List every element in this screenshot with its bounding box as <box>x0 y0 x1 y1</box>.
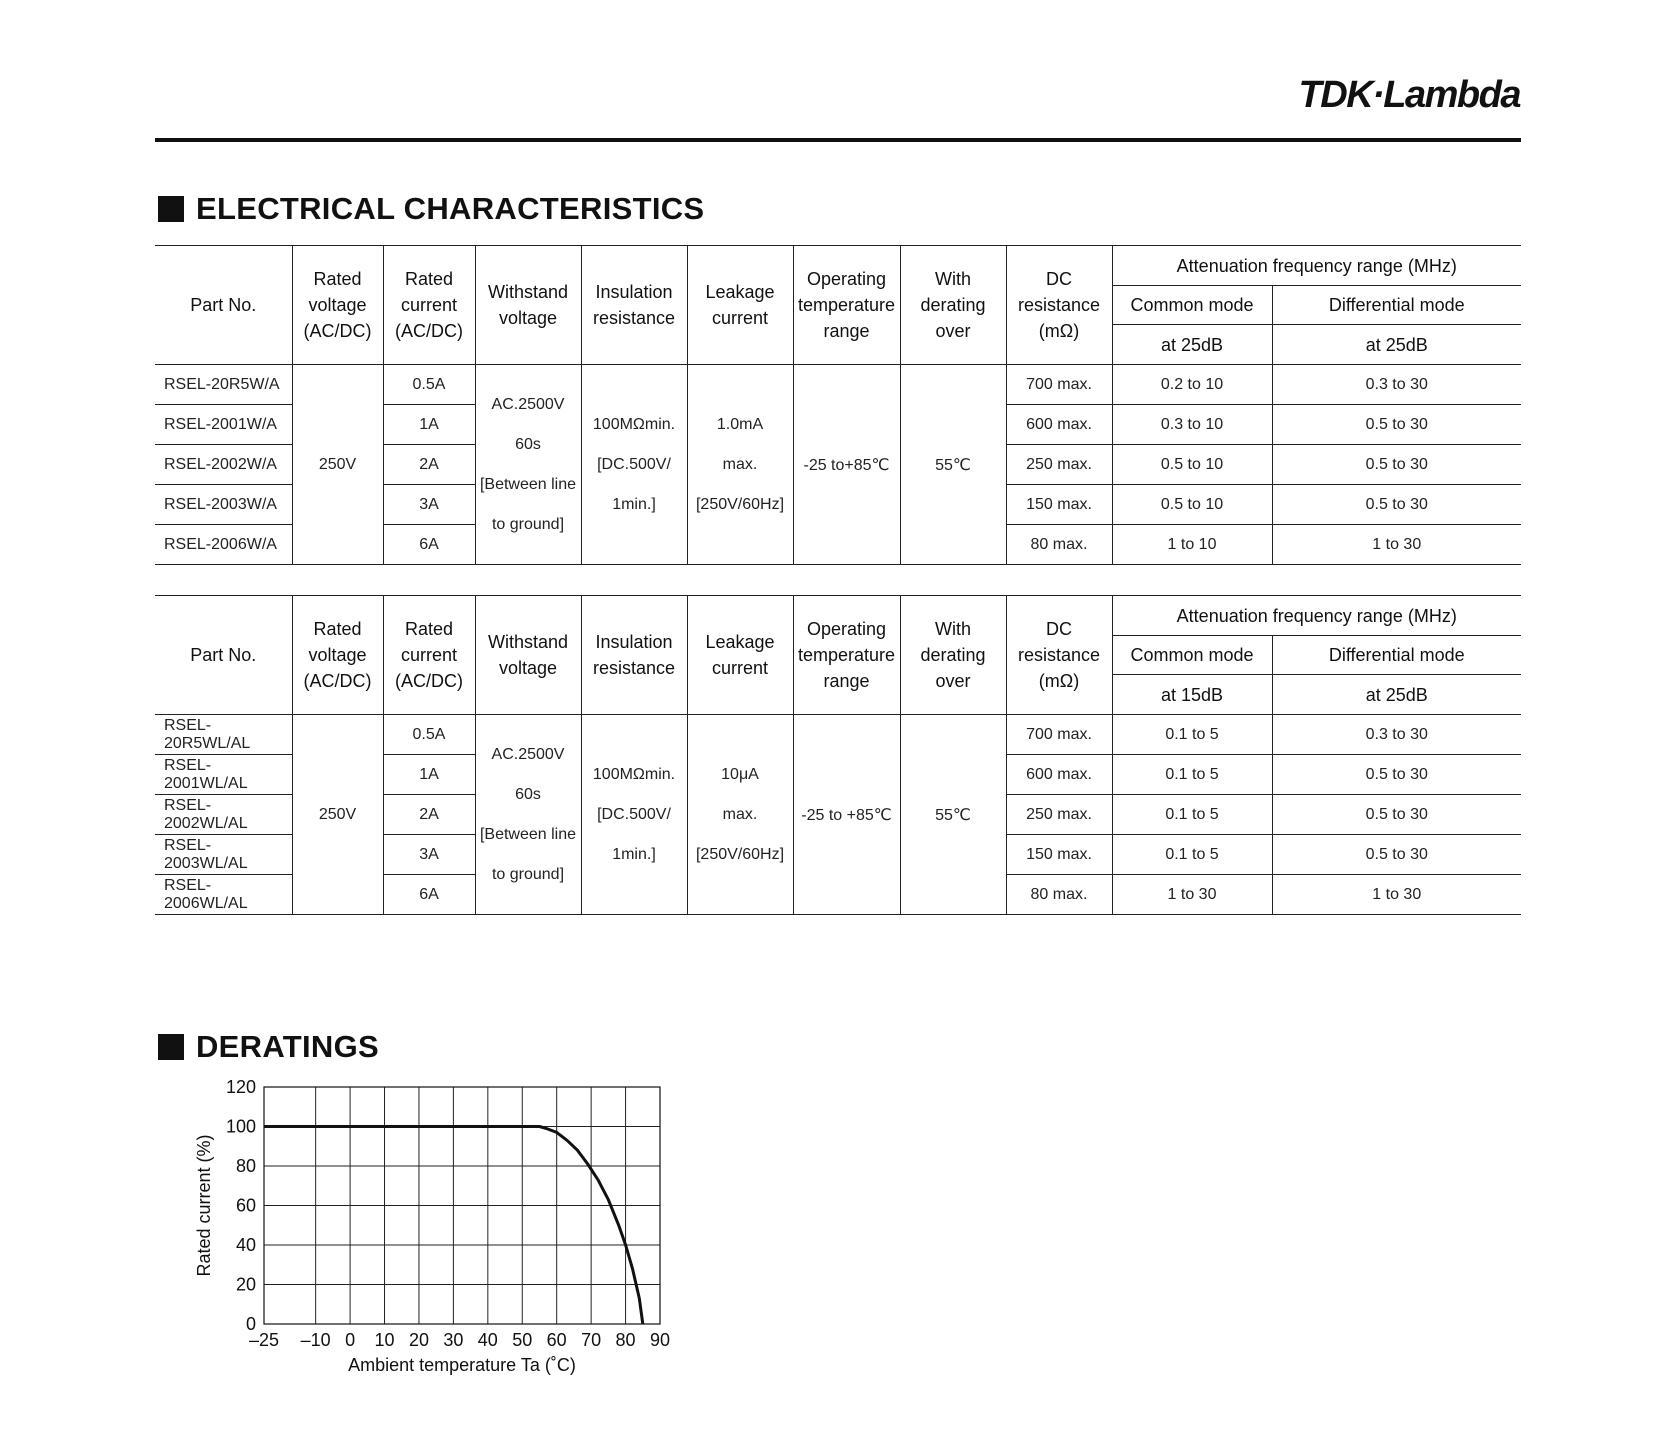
common-mode-value: 0.1 to 5 <box>1112 715 1272 755</box>
differential-mode-value: 0.5 to 30 <box>1272 445 1521 485</box>
differential-mode-value: 0.3 to 30 <box>1272 715 1521 755</box>
part-number: RSEL-2003W/A <box>155 485 292 525</box>
x-tick-label: 20 <box>408 1330 429 1350</box>
x-tick-label: 10 <box>374 1330 395 1350</box>
operating-temperature-value: -25 to+85℃ <box>793 365 900 565</box>
x-axis-title: Ambient temperature Ta (˚C) <box>348 1355 576 1375</box>
dc-resistance-value: 700 max. <box>1006 715 1112 755</box>
rated-current-value: 1A <box>383 405 475 445</box>
dc-resistance-value: 150 max. <box>1006 835 1112 875</box>
differential-mode-value: 0.5 to 30 <box>1272 755 1521 795</box>
differential-mode-value: 0.5 to 30 <box>1272 835 1521 875</box>
table-row <box>155 715 1521 755</box>
dc-resistance-value: 80 max. <box>1006 525 1112 565</box>
header-differential-mode: Differential mode <box>1272 286 1521 325</box>
rated-voltage-value: 250V <box>292 715 383 915</box>
withstand-voltage-value: AC.2500V 60s [Between line to ground] <box>475 715 581 915</box>
x-tick-label: –10 <box>300 1330 331 1350</box>
header-part-no: Part No. <box>155 596 292 715</box>
header-insulation-resistance: Insulation resistance <box>581 246 687 365</box>
header-dc-resistance: DC resistance (mΩ) <box>1006 246 1112 365</box>
y-tick-label: 0 <box>245 1314 256 1334</box>
common-mode-value: 0.5 to 10 <box>1112 445 1272 485</box>
header-withstand-voltage: Withstand voltage <box>475 596 581 715</box>
dc-resistance-value: 700 max. <box>1006 365 1112 405</box>
x-tick-label: 30 <box>443 1330 464 1350</box>
part-number: RSEL-2002WL/AL <box>155 795 292 835</box>
common-mode-value: 0.3 to 10 <box>1112 405 1272 445</box>
x-tick-label: 90 <box>649 1330 671 1350</box>
tdk-lambda-logo: TDK·Lambda <box>1298 74 1520 116</box>
header-attenuation: Attenuation frequency range (MHz) <box>1112 596 1521 636</box>
header-operating-temperature: Operating temperature range <box>793 246 900 365</box>
y-axis-title: Rated current (%) <box>194 1134 214 1277</box>
x-tick-label: 60 <box>546 1330 567 1350</box>
header-insulation-resistance: Insulation resistance <box>581 596 687 715</box>
common-mode-value: 0.5 to 10 <box>1112 485 1272 525</box>
header-common-mode: Common mode <box>1112 636 1272 675</box>
dc-resistance-value: 250 max. <box>1006 445 1112 485</box>
header-leakage-current: Leakage current <box>687 596 793 715</box>
header-withstand-voltage: Withstand voltage <box>475 246 581 365</box>
y-tick-label: 120 <box>225 1077 256 1097</box>
part-number: RSEL-20R5W/A <box>155 365 292 405</box>
common-mode-value: 1 to 30 <box>1112 875 1272 915</box>
differential-mode-value: 0.3 to 30 <box>1272 365 1521 405</box>
y-tick-label: 100 <box>225 1116 256 1137</box>
electrical-table-low-leakage <box>155 595 1521 915</box>
differential-mode-value: 0.5 to 30 <box>1272 405 1521 445</box>
bullet-square-icon <box>158 1034 184 1060</box>
part-number: RSEL-20R5WL/AL <box>155 715 292 755</box>
derating-chart <box>180 1075 740 1395</box>
x-tick-label: 70 <box>581 1330 602 1350</box>
rated-current-value: 2A <box>383 445 475 485</box>
x-tick-label: 0 <box>345 1330 356 1350</box>
part-number: RSEL-2006WL/AL <box>155 875 292 915</box>
common-mode-value: 0.1 to 5 <box>1112 755 1272 795</box>
rated-current-value: 1A <box>383 755 475 795</box>
x-tick-label: 40 <box>477 1330 498 1350</box>
part-number: RSEL-2006W/A <box>155 525 292 565</box>
leakage-current-value: 1.0mA max. [250V/60Hz] <box>687 365 793 565</box>
x-tick-label: 80 <box>615 1330 636 1350</box>
y-tick-label: 80 <box>235 1156 256 1176</box>
header-common-db: at 25dB <box>1112 325 1272 365</box>
header-attenuation: Attenuation frequency range (MHz) <box>1112 246 1521 286</box>
rated-current-value: 3A <box>383 835 475 875</box>
header-rated-current: Rated current (AC/DC) <box>383 596 475 715</box>
part-number: RSEL-2002W/A <box>155 445 292 485</box>
common-mode-value: 0.1 to 5 <box>1112 835 1272 875</box>
operating-temperature-value: -25 to +85℃ <box>793 715 900 915</box>
header-rated-voltage: Rated voltage (AC/DC) <box>292 596 383 715</box>
header-rated-current: Rated current (AC/DC) <box>383 246 475 365</box>
section-title-text: DERATINGS <box>196 1029 379 1064</box>
header-operating-temperature: Operating temperature range <box>793 596 900 715</box>
header-differential-mode: Differential mode <box>1272 636 1521 675</box>
y-tick-label: 20 <box>235 1274 256 1295</box>
rated-current-value: 6A <box>383 525 475 565</box>
header-with-derating: With derating over <box>900 596 1006 715</box>
rated-current-value: 6A <box>383 875 475 915</box>
header-differential-db: at 25dB <box>1272 325 1521 365</box>
bullet-square-icon <box>158 196 184 222</box>
header-part-no: Part No. <box>155 246 292 365</box>
insulation-resistance-value: 100MΩmin. [DC.500V/ 1min.] <box>581 715 687 915</box>
insulation-resistance-value: 100MΩmin. [DC.500V/ 1min.] <box>581 365 687 565</box>
withstand-voltage-value: AC.2500V 60s [Between line to ground] <box>475 365 581 565</box>
header-with-derating: With derating over <box>900 246 1006 365</box>
dc-resistance-value: 250 max. <box>1006 795 1112 835</box>
rated-voltage-value: 250V <box>292 365 383 565</box>
derating-value: 55℃ <box>900 715 1006 915</box>
common-mode-value: 1 to 10 <box>1112 525 1272 565</box>
header-rule <box>155 138 1521 142</box>
dc-resistance-value: 600 max. <box>1006 405 1112 445</box>
rated-current-value: 3A <box>383 485 475 525</box>
rated-current-value: 2A <box>383 795 475 835</box>
dc-resistance-value: 600 max. <box>1006 755 1112 795</box>
differential-mode-value: 1 to 30 <box>1272 525 1521 565</box>
dc-resistance-value: 150 max. <box>1006 485 1112 525</box>
derating-value: 55℃ <box>900 365 1006 565</box>
header-common-db: at 15dB <box>1112 675 1272 715</box>
differential-mode-value: 0.5 to 30 <box>1272 485 1521 525</box>
y-tick-label: 40 <box>235 1235 256 1255</box>
header-rated-voltage: Rated voltage (AC/DC) <box>292 246 383 365</box>
differential-mode-value: 1 to 30 <box>1272 875 1521 915</box>
header-dc-resistance: DC resistance (mΩ) <box>1006 596 1112 715</box>
part-number: RSEL-2001W/A <box>155 405 292 445</box>
part-number: RSEL-2003WL/AL <box>155 835 292 875</box>
x-tick-label: –25 <box>248 1330 280 1350</box>
rated-current-value: 0.5A <box>383 365 475 405</box>
table-row <box>155 365 1521 405</box>
common-mode-value: 0.1 to 5 <box>1112 795 1272 835</box>
header-leakage-current: Leakage current <box>687 246 793 365</box>
header-differential-db: at 25dB <box>1272 675 1521 715</box>
y-tick-label: 60 <box>235 1195 256 1216</box>
section-title-text: ELECTRICAL CHARACTERISTICS <box>196 191 705 226</box>
common-mode-value: 0.2 to 10 <box>1112 365 1272 405</box>
header-common-mode: Common mode <box>1112 286 1272 325</box>
x-tick-label: 50 <box>512 1330 533 1350</box>
differential-mode-value: 0.5 to 30 <box>1272 795 1521 835</box>
electrical-characteristics-heading <box>158 191 704 227</box>
dc-resistance-value: 80 max. <box>1006 875 1112 915</box>
deratings-heading <box>158 1029 379 1065</box>
electrical-table-standard <box>155 245 1521 565</box>
rated-current-value: 0.5A <box>383 715 475 755</box>
part-number: RSEL-2001WL/AL <box>155 755 292 795</box>
leakage-current-value: 10μA max. [250V/60Hz] <box>687 715 793 915</box>
